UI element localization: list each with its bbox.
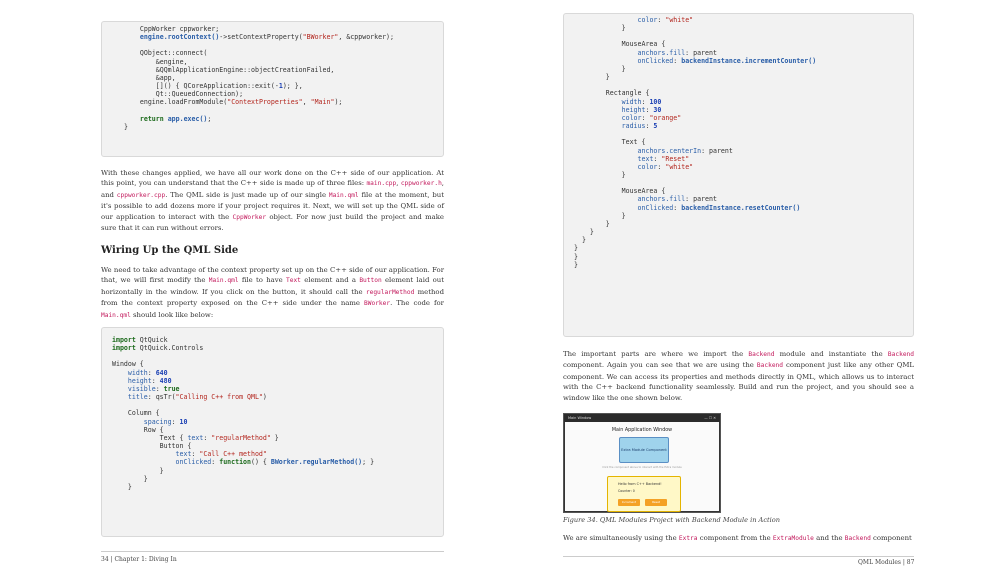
section-heading: Wiring Up the QML Side xyxy=(101,245,239,256)
paragraph-continuation: We are simultaneously using the Extra component from the ExtraModule and the Backend component xyxy=(563,534,912,542)
code-block-qml-backend xyxy=(563,13,914,337)
counter-text: Counter: 0 xyxy=(618,489,635,493)
hint-text: Click the component above to interact with the Extra module xyxy=(602,466,682,469)
backend-panel xyxy=(607,476,681,512)
page-footer-right: QML Modules | 87 xyxy=(858,559,915,566)
titlebar-text: Main Window xyxy=(568,416,592,420)
app-window-screenshot xyxy=(563,413,721,513)
code-qml-lines: import QtQuick import QtQuick.Controls Window { width: 640 height: 480 visible: true title: qsTr("Calling C++ from QML") Column { spacing: 10 Row { Text { text: "regularMethod" } Button { text: "Call C++ method" onClicked: function() { BWorker.regularMethod(); } } } } xyxy=(112,336,375,491)
code-block-cpp xyxy=(101,21,444,157)
code-block-qml xyxy=(101,327,444,537)
window-controls-icon: — ☐ ✕ xyxy=(704,416,716,420)
code-cpp-lines: CppWorker cppworker; engine.rootContext()->setContextProperty("BWorker", &cppworker); QObject::connect( &engine, &QQmlApplicationEngine::objectCreationFailed, &app, []() { QCoreApplication::exit(-1); }, Qt::QueuedConnection); engine.loadFromModule("ContextProperties", "Main"); return app.exec(); } xyxy=(124,25,394,131)
window-heading: Main Application Window xyxy=(611,428,673,433)
footer-rule-left xyxy=(101,551,444,552)
window-body xyxy=(565,422,719,511)
paragraph-qml-intro: We need to take advantage of the context property set up on the C++ side of our application. For that, we will first modify the Main.qml file to have Text element and a Button element laid out horizontally in the window. If you click on the button, it should call the regularMethod method from the context property exposed on the C++ side under the name BWorker. The code for Main.qml should look like below: xyxy=(101,266,444,319)
figure-caption: Figure 34. QML Modules Project with Backend Module in Action xyxy=(563,516,780,524)
backend-title: Hello from C++ Backend! xyxy=(618,482,662,486)
increment-button: Increment xyxy=(618,499,640,506)
page-footer-left: 34 | Chapter 1: Diving In xyxy=(101,556,177,563)
extra-component-box xyxy=(619,437,669,463)
paragraph-backend-explanation: The important parts are where we import the Backend module and instantiate the Backend component. Again you can see that we are using the Backend component just like any other QML component. We can access its properties and methods directly in QML, which allows us to interact with the C++ backend functionality seamlessly. Build and run the project, and you should see a window like the one shown below. xyxy=(563,350,915,402)
footer-rule-right xyxy=(563,556,914,557)
code-backend-lines: color: "white" } MouseArea { anchors.fill: parent onClicked: backendInstance.incrementCounter() } } Rectangle { width: 100 height: 30 color: "orange" radius: 5 Text { anchors.centerIn: parent text: "Reset" color: "white" } MouseArea { anchors.fill: parent onClicked: backendInstance.resetCounter() } } } } } } } xyxy=(574,16,817,269)
paragraph-cpp-summary: With these changes applied, we have all our work done on the C++ side of our application. At this point, you can understand that the C++ side is made up of three files: main.cpp, cppworker.h, and cppworker.cpp. The QML side is just made up of our single Main.qml file at the moment, but it's possible to add dozens more if your project requires it. Next, we will set up the QML side of our application to interact with the CppWorker object. For now just build the project and make sure that it can run without errors. xyxy=(101,169,444,233)
window-titlebar xyxy=(564,414,720,422)
extra-component-label: Extra Module Component xyxy=(621,448,667,452)
reset-button: Reset xyxy=(645,499,667,506)
